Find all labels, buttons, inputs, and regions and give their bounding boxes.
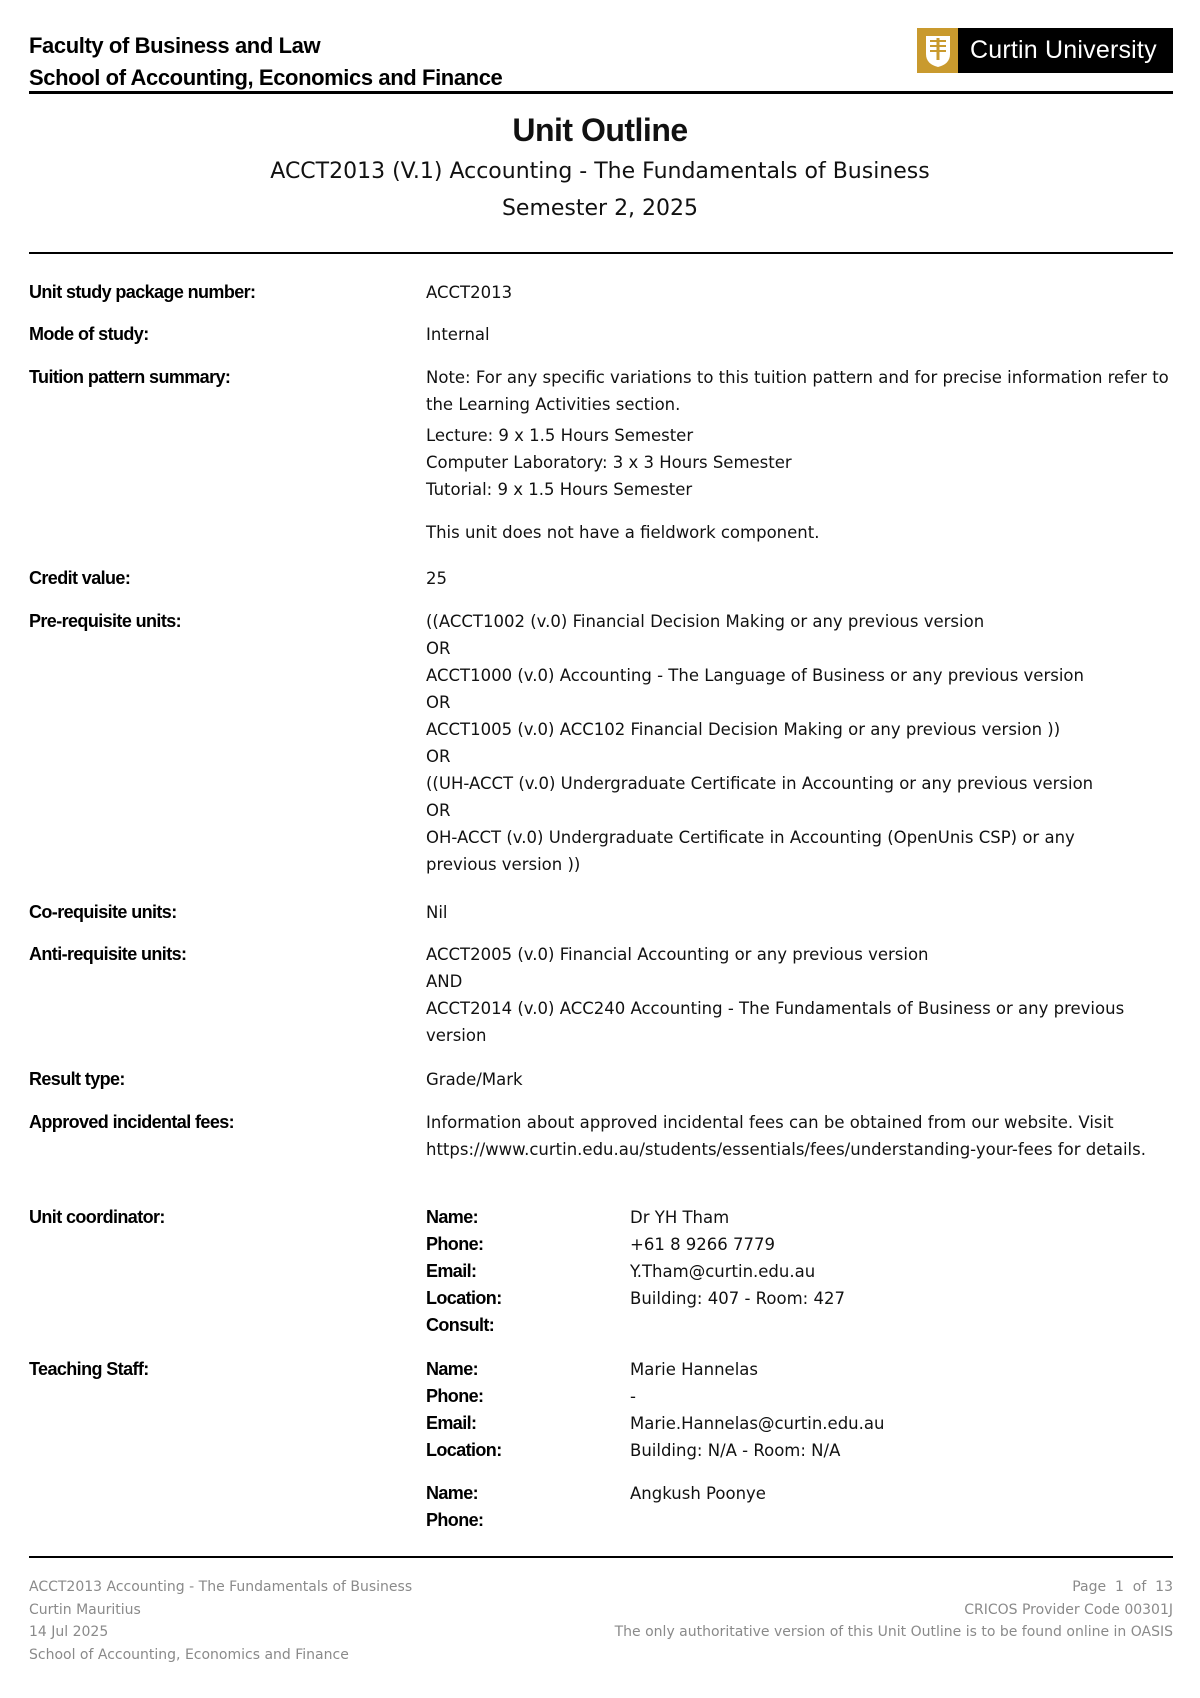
tuition-value [426, 364, 1176, 546]
antireq-line: ACCT2014 (v.0) ACC240 Accounting - The Fundamentals of Business or any previous [426, 999, 1125, 1018]
fees-text: Information about approved incidental fees can be obtained from our website. Visit https://www.curtin.edu.au/students/essentials/fees/understanding-your-fees for details. [426, 1113, 1146, 1159]
staff-location: Building: N/A - Room: N/A [630, 1441, 841, 1460]
tuition-lecture: Lecture: 9 x 1.5 Hours Semester [426, 426, 694, 445]
tuition-label: Tuition pattern summary: [29, 367, 231, 387]
credit-label: Credit value: [29, 568, 131, 588]
email-key: Email: [426, 1413, 477, 1433]
footer-date: 14 Jul 2025 [29, 1624, 109, 1640]
fees-value [426, 1109, 1176, 1163]
footer-campus: Curtin Mauritius [29, 1601, 141, 1618]
coordinator-email: Y.Tham@curtin.edu.au [630, 1262, 816, 1281]
page-title: Unit Outline [512, 112, 688, 148]
tuition-note: Note: For any specific variations to this tuition pattern and for precise information refer to the Learning Activities section. [426, 368, 1169, 414]
coordinator-location: Building: 407 - Room: 427 [630, 1289, 845, 1308]
antireq-line: ACCT2005 (v.0) Financial Accounting or any previous version [426, 945, 929, 964]
prereq-value [426, 608, 1176, 878]
coreq-value: Nil [426, 903, 448, 922]
mode-value: Internal [426, 325, 490, 344]
coreq-label: Co-requisite units: [29, 902, 177, 922]
result-value: Grade/Mark [426, 1070, 523, 1089]
footer-school: School of Accounting, Economics and Finance [29, 1646, 349, 1663]
email-key: Email: [426, 1261, 477, 1281]
phone-key: Phone: [426, 1510, 484, 1530]
prereq-line: ((UH-ACCT (v.0) Undergraduate Certificate in Accounting or any previous version [426, 774, 1094, 793]
consult-key: Consult: [426, 1315, 495, 1335]
credit-value: 25 [426, 569, 447, 588]
coordinator-label: Unit coordinator: [29, 1207, 165, 1227]
coordinator-name: Dr YH Tham [630, 1208, 730, 1227]
prereq-label: Pre-requisite units: [29, 611, 182, 631]
name-key: Name: [426, 1483, 479, 1503]
page-number: Page 1 of 13 [1072, 1579, 1173, 1595]
antireq-line: version [426, 1026, 487, 1045]
phone-key: Phone: [426, 1386, 484, 1406]
prereq-line: OR [426, 747, 451, 766]
phone-key: Phone: [426, 1234, 484, 1254]
fieldwork-note: This unit does not have a fieldwork component. [426, 523, 820, 542]
tuition-tutorial: Tutorial: 9 x 1.5 Hours Semester [426, 480, 693, 499]
mode-label: Mode of study: [29, 324, 149, 344]
antireq-value [426, 941, 1176, 1049]
page-header [29, 30, 502, 94]
prereq-line: ACCT1000 (v.0) Accounting - The Language of Business or any previous version [426, 666, 1084, 685]
unit-subtitle: ACCT2013 (V.1) Accounting - The Fundamentals of Business [270, 159, 930, 184]
usp-label: Unit study package number: [29, 282, 256, 302]
antireq-line: AND [426, 972, 463, 991]
result-label: Result type: [29, 1069, 125, 1089]
staff-email: Marie.Hannelas@curtin.edu.au [630, 1414, 885, 1433]
prereq-line: previous version )) [426, 855, 581, 874]
tuition-lab: Computer Laboratory: 3 x 3 Hours Semester [426, 453, 792, 472]
usp-value: ACCT2013 [426, 283, 513, 302]
footer-divider [29, 1556, 1173, 1558]
name-key: Name: [426, 1359, 479, 1379]
location-key: Location: [426, 1440, 502, 1460]
prereq-line: OR [426, 639, 451, 658]
faculty-name: Faculty of Business and Law [29, 33, 321, 58]
location-key: Location: [426, 1288, 502, 1308]
staff-phone: - [630, 1387, 636, 1406]
prereq-line: OR [426, 801, 451, 820]
prereq-line: ACCT1005 (v.0) ACC102 Financial Decision Making or any previous version )) [426, 720, 1061, 739]
name-key: Name: [426, 1207, 479, 1227]
title-divider [29, 252, 1173, 254]
prereq-line: OR [426, 693, 451, 712]
staff-name: Marie Hannelas [630, 1360, 758, 1379]
footer-left [29, 1576, 412, 1666]
curtin-logo [917, 28, 1173, 73]
oasis-disclaimer: The only authoritative version of this Unit Outline is to be found online in OASIS [614, 1624, 1173, 1640]
footer-unit: ACCT2013 Accounting - The Fundamentals of Business [29, 1579, 413, 1595]
crest-icon [917, 28, 958, 73]
header-divider [29, 91, 1173, 94]
logo-wordmark: Curtin University [958, 28, 1173, 73]
prereq-line: OH-ACCT (v.0) Undergraduate Certificate in Accounting (OpenUnis CSP) or any [426, 828, 1075, 847]
antireq-label: Anti-requisite units: [29, 944, 187, 964]
school-name: School of Accounting, Economics and Finance [29, 65, 503, 90]
fees-label: Approved incidental fees: [29, 1112, 235, 1132]
coordinator-phone: +61 8 9266 7779 [630, 1235, 776, 1254]
footer-right [615, 1576, 1173, 1644]
staff-name: Angkush Poonye [630, 1484, 766, 1503]
cricos-code: CRICOS Provider Code 00301J [964, 1601, 1173, 1618]
prereq-line: ((ACCT1002 (v.0) Financial Decision Making or any previous version [426, 612, 985, 631]
semester-label: Semester 2, 2025 [501, 196, 699, 221]
teaching-staff-label: Teaching Staff: [29, 1359, 149, 1379]
